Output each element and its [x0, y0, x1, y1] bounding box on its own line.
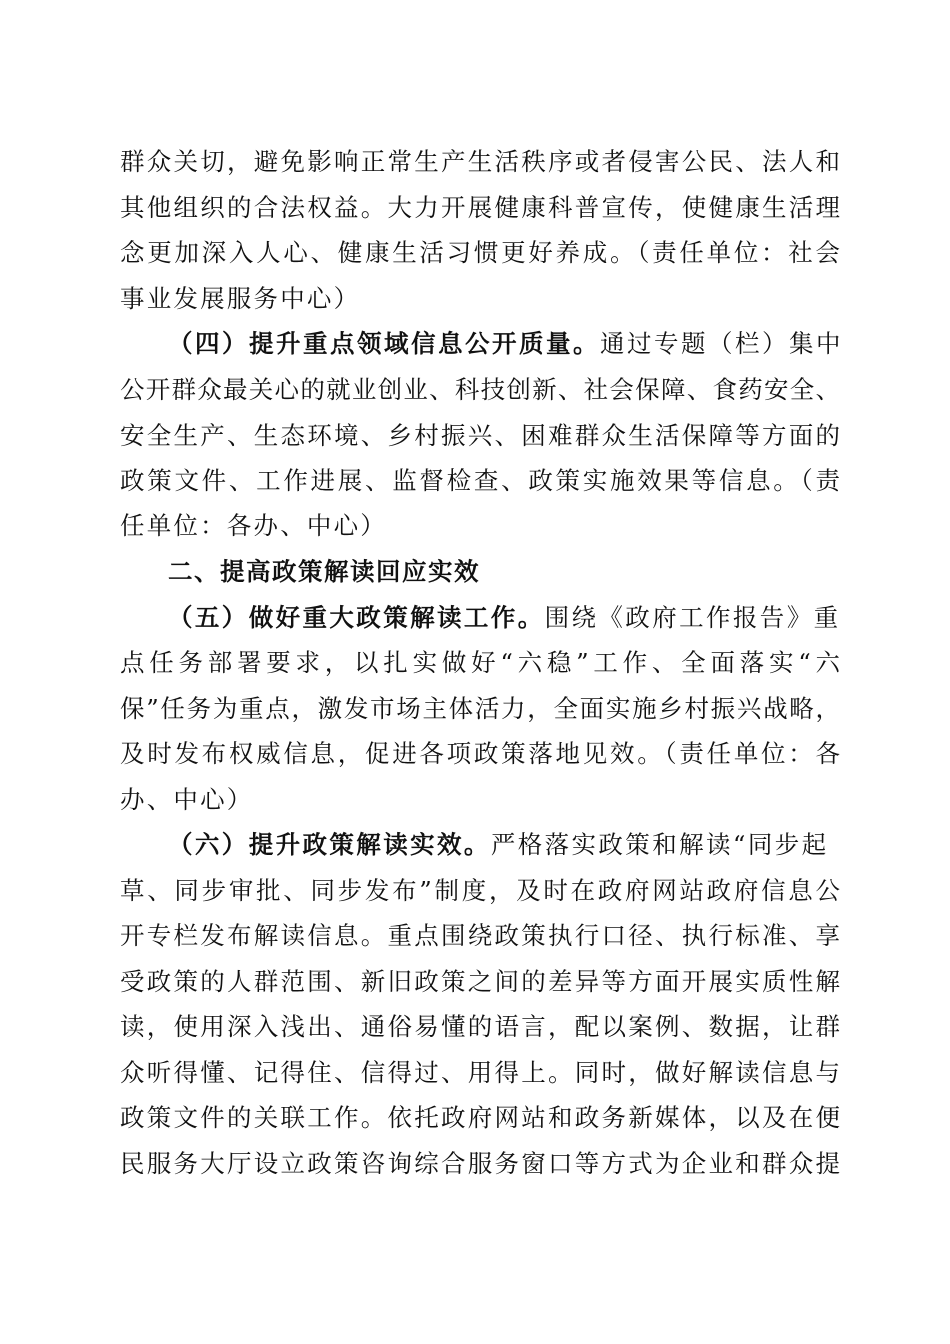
item-title: （六）提升政策解读实效。: [168, 830, 491, 859]
text-line: 开专栏发布解读信息。重点围绕政策执行口径、执行标准、享: [120, 921, 840, 950]
text-line: 民服务大厅设立政策咨询综合服务窗口等方式为企业和群众提: [120, 1149, 840, 1178]
text-line: 群众关切，避免影响正常生产生活秩序或者侵害公民、法人和: [120, 147, 840, 176]
paragraph-first-line: [168, 599, 840, 637]
text-line: 事业发展服务中心）: [120, 284, 361, 313]
text-line: 众听得懂、记得住、信得过、用得上。同时，做好解读信息与: [120, 1058, 840, 1087]
text-line: 保”任务为重点，激发市场主体活力，全面实施乡村振兴战略，: [120, 694, 840, 723]
section-heading: 二、提高政策解读回应实效: [168, 557, 480, 586]
text-line: 安全生产、生态环境、乡村振兴、困难群众生活保障等方面的: [120, 421, 840, 450]
text-line: 其他组织的合法权益。大力开展健康科普宣传，使健康生活理: [120, 193, 840, 222]
text-line: 点任务部署要求，以扎实做好“六稳”工作、全面落实“六: [120, 648, 840, 677]
text-line: 读，使用深入浅出、通俗易懂的语言，配以案例、数据，让群: [120, 1012, 840, 1041]
text-line: 办、中心）: [120, 785, 254, 814]
item-text: 围绕《政府工作报告》重: [544, 603, 841, 632]
item-text: 通过专题（栏）集中: [600, 329, 843, 358]
text-line: 政策文件的关联工作。依托政府网站和政务新媒体，以及在便: [120, 1103, 840, 1132]
item-title: （四）提升重点领域信息公开质量。: [168, 329, 600, 358]
text-line: 草、同步审批、同步发布”制度，及时在政府网站政府信息公: [120, 876, 840, 905]
item-title: （五）做好重大政策解读工作。: [168, 603, 545, 632]
paragraph-first-line: [168, 826, 840, 864]
text-line: 政策文件、工作进展、监督检查、政策实施效果等信息。（责: [120, 466, 840, 495]
text-line: 任单位：各办、中心）: [120, 511, 387, 540]
text-line: 及时发布权威信息，促进各项政策落地见效。（责任单位：各: [120, 739, 840, 768]
text-line: 受政策的人群范围、新旧政策之间的差异等方面开展实质性解: [120, 967, 840, 996]
item-text: 严格落实政策和解读“同步起: [490, 830, 829, 859]
text-line: 念更加深入人心、健康生活习惯更好养成。（责任单位：社会: [120, 238, 840, 267]
text-line: 公开群众最关心的就业创业、科技创新、社会保障、食药安全、: [120, 375, 840, 404]
paragraph-first-line: [168, 325, 843, 363]
